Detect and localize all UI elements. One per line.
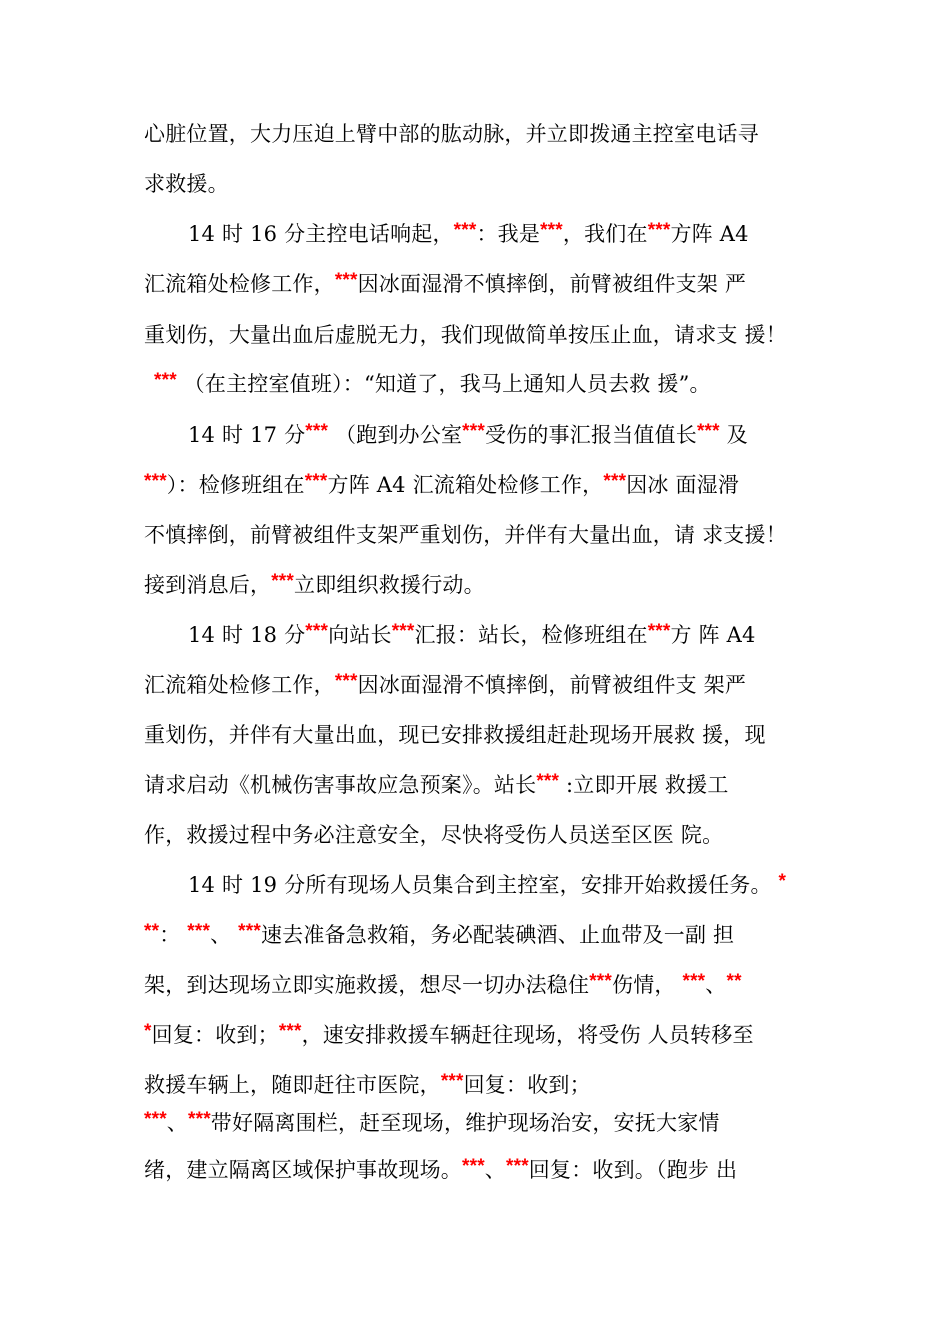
line-text: 架，到达现场立即实施救援，想尽一切办法稳住 — [144, 973, 590, 997]
line-text: 因冰 面湿滑 — [626, 473, 740, 497]
redacted-name-marker: ** — [726, 971, 742, 992]
text-line — [144, 920, 734, 950]
text-line — [144, 970, 742, 1000]
line-text: 求救援。 — [144, 172, 229, 196]
line-text: （在主控室值班）：“知道了，我马上通知人员去救 援”。 — [176, 372, 711, 396]
line-text: 重划伤，大量出血后虚脱无力，我们现做简单按压止血，请求支 援！ — [144, 323, 787, 347]
text-line — [188, 420, 748, 450]
text-line — [144, 169, 229, 199]
redacted-name-marker: *** — [271, 571, 294, 592]
text-line — [144, 770, 729, 800]
text-line — [188, 870, 786, 900]
redacted-name-marker: *** — [187, 921, 211, 942]
line-text: 请求启动《机械伤害事故应急预案》。站长 — [144, 773, 537, 797]
line-text: ：我是 — [476, 222, 541, 246]
line-text: 向站长 — [328, 623, 392, 647]
redacted-name-marker: *** — [647, 220, 671, 241]
redacted-name-marker: *** — [462, 421, 485, 442]
line-text: 、 — [705, 973, 727, 997]
text-line — [188, 219, 749, 249]
redacted-name-marker: *** — [506, 1156, 529, 1177]
line-text: 汇报：站长，检修班组在 — [414, 623, 648, 647]
line-text: 作，救援过程中务必注意安全，尽快将受伤人员送至区医 院。 — [144, 823, 724, 847]
redacted-name-marker: *** — [305, 421, 329, 442]
text-line — [144, 670, 746, 700]
line-text: 回复：收到。（跑步 出 — [528, 1158, 738, 1182]
line-text: ，我们在 — [562, 222, 648, 246]
line-text: 不慎摔倒，前臂被组件支架严重划伤，并伴有大量出血，请 求支援！ — [144, 523, 787, 547]
line-text: 方阵 A4 汇流箱处检修工作， — [327, 473, 604, 497]
text-line — [144, 720, 766, 750]
line-text: 救援车辆上，随即赶往市医院， — [144, 1073, 441, 1097]
line-text: 及 — [719, 423, 748, 447]
redacted-name-marker: *** — [154, 370, 177, 391]
text-line — [154, 369, 711, 399]
text-line — [144, 470, 739, 500]
redacted-name-marker: * — [778, 871, 787, 892]
line-text: 方阵 A4 — [670, 222, 749, 246]
text-line — [188, 620, 756, 650]
line-text: 、 — [166, 1111, 188, 1135]
line-text: 14 时 19 分所有现场人员集合到主控室，安排开始救援任务。 — [188, 873, 779, 897]
line-text: 回复：收到； — [463, 1073, 591, 1097]
line-text: 速去准备急救箱，务必配装碘酒、止血带及一副 担 — [260, 923, 735, 947]
line-text: 方 阵 A4 — [670, 623, 756, 647]
line-text: 受伤的事汇报当值值长 — [484, 423, 697, 447]
line-text: 重划伤，并伴有大量出血，现已安排救援组赶赴现场开展救 援，现 — [144, 723, 766, 747]
redacted-name-marker: *** — [144, 471, 167, 492]
text-line — [144, 520, 787, 550]
line-text: 、 — [210, 923, 239, 947]
text-line — [144, 1070, 591, 1100]
line-text: 14 时 18 分 — [188, 623, 306, 647]
line-text: ，速安排救援车辆赶往现场，将受伤 人员转移至 — [301, 1023, 754, 1047]
line-text: 带好隔离围栏，赶至现场，维护现场治安，安抚大家情 — [210, 1111, 720, 1135]
line-text: 因冰面湿滑不慎摔倒，前臂被组件支 架严 — [357, 673, 747, 697]
text-line — [144, 820, 723, 850]
line-text: 伤情， — [612, 973, 683, 997]
line-text: :立即开展 救援工 — [559, 773, 729, 797]
redacted-name-marker: *** — [188, 1109, 211, 1130]
redacted-name-marker: *** — [334, 270, 358, 291]
text-line — [144, 1020, 754, 1050]
text-line — [144, 570, 485, 600]
line-text: 14 时 17 分 — [188, 423, 306, 447]
line-text: 立即组织救援行动。 — [294, 573, 485, 597]
text-line — [144, 320, 787, 350]
redacted-name-marker: *** — [305, 621, 329, 642]
redacted-name-marker: *** — [536, 771, 560, 792]
line-text: （跑到办公室 — [328, 423, 463, 447]
line-text: 因冰面湿滑不慎摔倒，前臂被组件支架 严 — [357, 272, 747, 296]
text-line — [144, 1155, 737, 1185]
line-text: 绪，建立隔离区域保护事故现场。 — [144, 1158, 462, 1182]
line-text: 汇流箱处检修工作， — [144, 272, 335, 296]
redacted-name-marker: *** — [391, 621, 415, 642]
line-text: ）：检修班组在 — [166, 473, 305, 497]
redacted-name-marker: *** — [462, 1156, 485, 1177]
redacted-name-marker: *** — [589, 971, 612, 992]
redacted-name-marker: *** — [144, 1109, 167, 1130]
redacted-name-marker: *** — [304, 471, 328, 492]
redacted-name-marker: *** — [647, 621, 671, 642]
line-text: 接到消息后， — [144, 573, 272, 597]
line-text: 14 时 16 分主控电话响起， — [188, 222, 454, 246]
redacted-name-marker: *** — [238, 921, 261, 942]
line-text: 、 — [484, 1158, 506, 1182]
redacted-name-marker: *** — [540, 220, 563, 241]
text-line — [144, 1108, 720, 1138]
redacted-name-marker: *** — [603, 471, 627, 492]
text-line — [144, 119, 759, 149]
redacted-name-marker: *** — [453, 220, 477, 241]
line-text: 回复：收到； — [151, 1023, 279, 1047]
redacted-name-marker: * — [144, 1021, 152, 1042]
redacted-name-marker: *** — [278, 1021, 302, 1042]
redacted-name-marker: *** — [682, 971, 706, 992]
redacted-name-marker: *** — [696, 421, 720, 442]
line-text: 心脏位置，大力压迫上臂中部的肱动脉，并立即拨通主控室电话寻 — [144, 122, 759, 146]
text-line — [144, 269, 746, 299]
redacted-name-marker: *** — [440, 1071, 464, 1092]
line-text: 汇流箱处检修工作， — [144, 673, 335, 697]
line-text: ： — [159, 923, 188, 947]
redacted-name-marker: ** — [144, 921, 160, 942]
redacted-name-marker: *** — [334, 671, 358, 692]
